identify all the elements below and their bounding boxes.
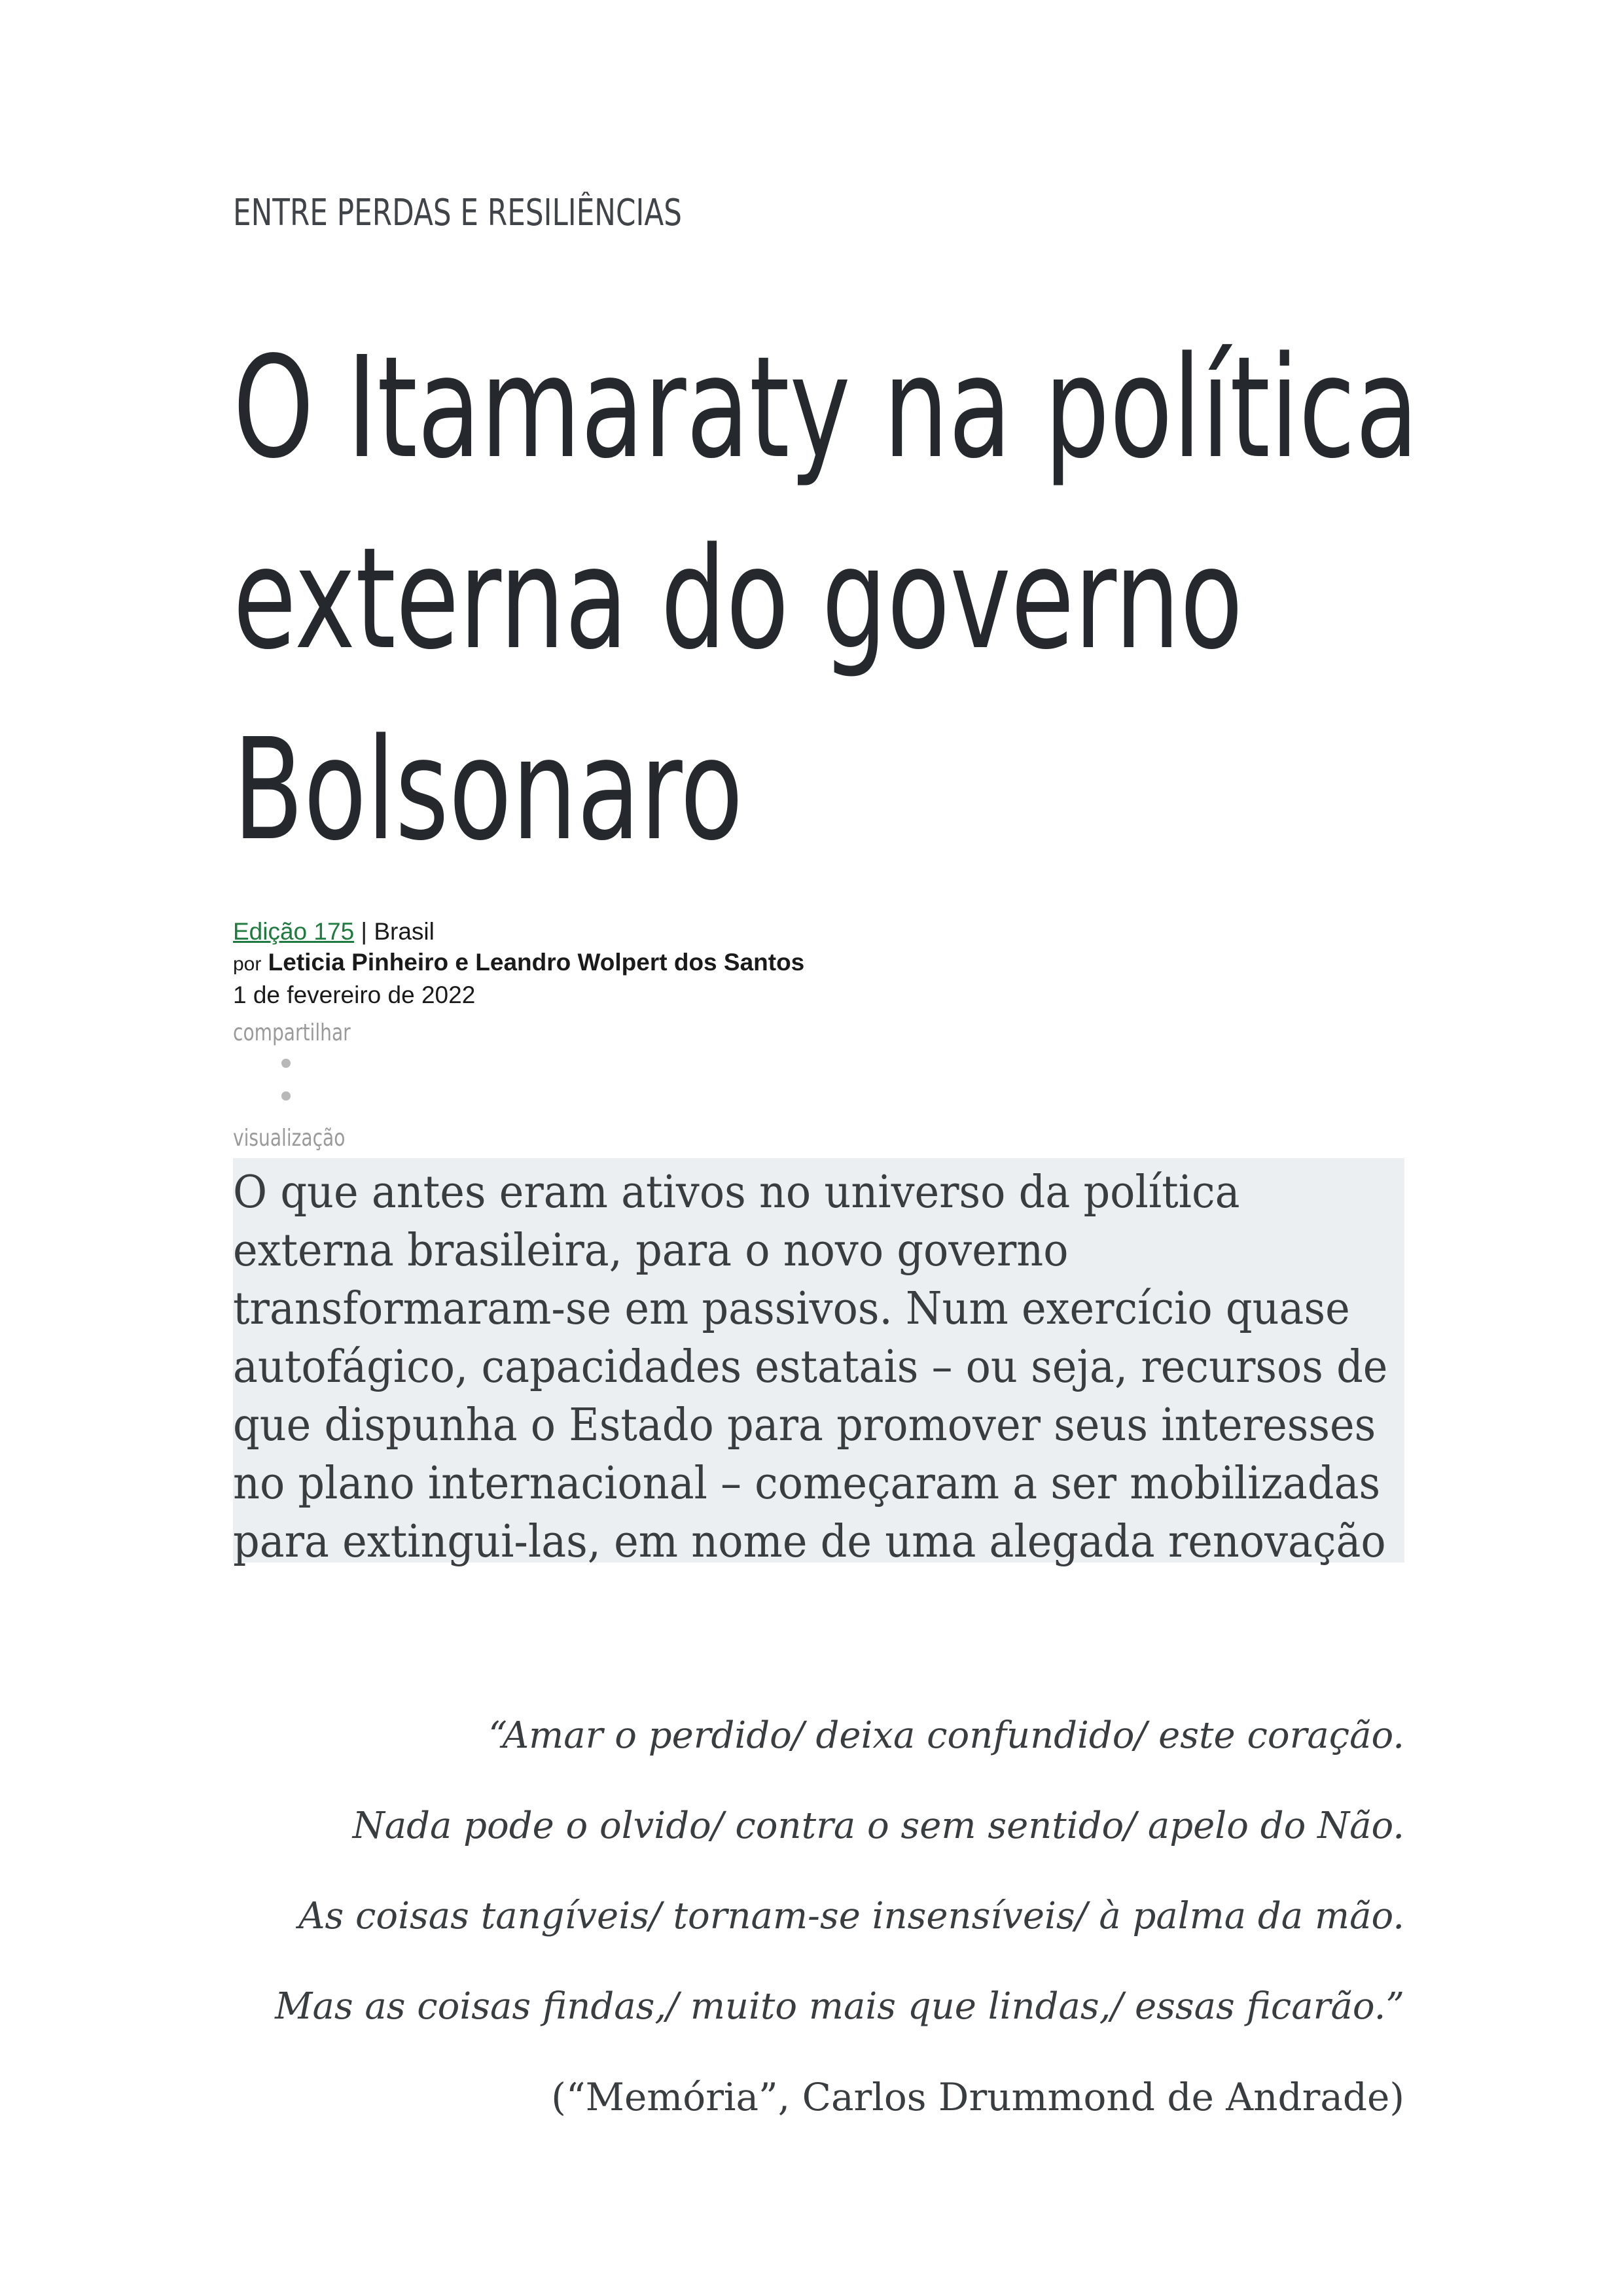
article-lead [233,1158,1404,1568]
article-kicker: ENTRE PERDAS E RESILIÊNCIAS [233,192,682,234]
lead-line: para extingui-las, em nome de uma alegada renovação [233,1516,1386,1568]
epigraph [233,1691,1404,2142]
title-line: O Itamaraty na política [233,327,1419,489]
epigraph-verse: Mas as coisas findas,/ muito mais que lindas,/ essas ficarão.” [275,1985,1404,2028]
byline [233,947,804,980]
lead-line: autofágico, capacidades estatais – ou seja, recursos de [233,1341,1388,1393]
share-options-list [281,1059,291,1124]
share-option[interactable] [281,1059,291,1068]
edition-link[interactable]: Edição 175 [233,918,355,945]
lead-line: que dispunha o Estado para promover seus interesses [233,1400,1376,1451]
share-option[interactable] [281,1091,291,1101]
article-title [233,313,1419,886]
section-label: Brasil [374,918,435,945]
lead-paragraph [233,1163,1408,1571]
lead-line: no plano internacional – começaram a ser mobilizadas [233,1458,1381,1510]
edition-line [233,916,804,947]
lead-line: O que antes eram ativos no universo da política [233,1167,1240,1218]
meta-separator: | [354,918,374,945]
lead-line: transformaram-se em passivos. Num exercício quase [233,1283,1350,1335]
epigraph-verse: Nada pode o olvido/ contra o sem sentido/ apelo do Não. [352,1805,1404,1847]
article-meta [233,916,804,1011]
lead-line: externa brasileira, para o novo governo [233,1225,1069,1277]
title-line: Bolsonaro [233,709,743,872]
publish-date: 1 de fevereiro de 2022 [233,981,476,1008]
by-label: por [233,953,262,975]
view-label[interactable]: visualização [233,1125,346,1152]
epigraph-credit: (“Memória”, Carlos Drummond de Andrade) [551,2075,1404,2119]
authors: Leticia Pinheiro e Leandro Wolpert dos Santos [268,949,805,976]
epigraph-verse: As coisas tangíveis/ tornam-se insensíveis/ à palma da mão. [298,1895,1404,1937]
share-label[interactable]: compartilhar [233,1019,351,1046]
epigraph-verse: “Amar o perdido/ deixa confundido/ este coração. [488,1714,1404,1757]
title-line: externa do governo [233,518,1243,680]
